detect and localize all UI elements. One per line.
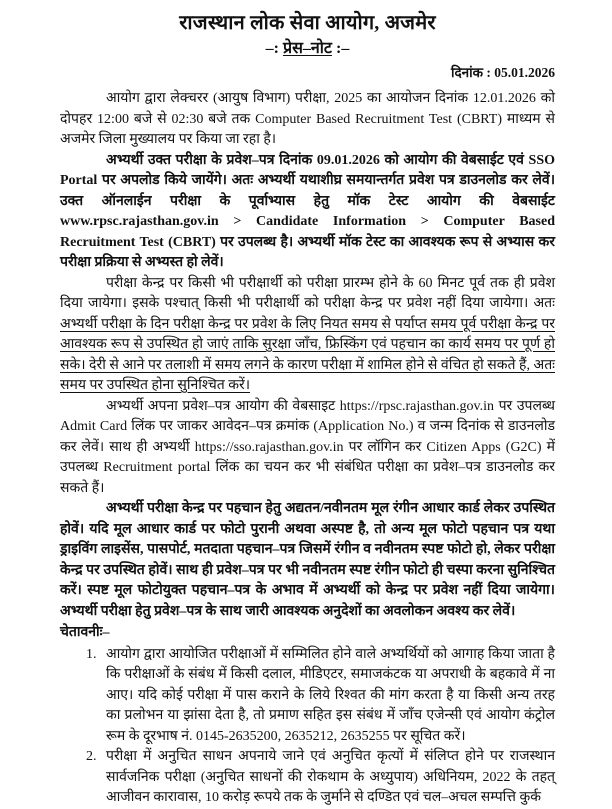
paragraph-admit-card-download: अभ्यर्थी अपना प्रवेश–पत्र आयोग की वेबसाइट https://rpsc.rajasthan.gov.in पर उपलब्ध Admit Card लिंक पर जाकर आवेदन–पत्र क्रमांक (Application No.) व जन्म दिनांक से डाउनलोड कर लेवें। साथ ही अभ्यर्थी https://sso.rajasthan.gov.in पर लॉगिन कर Citizen Apps (G2C) में उपलब्ध Recruitment portal लिंक का चयन कर भी संबंधित परीक्षा का प्रवेश–पत्र डाउनलोड कर सकते हैं। <box>60 398 555 496</box>
press-note-title: प्रेस–नोट <box>282 40 332 57</box>
org-title: राजस्थान लोक सेवा आयोग, अजमेर <box>179 12 436 34</box>
warning-item-2 <box>60 747 555 809</box>
date-line: दिनांक : 05.01.2026 <box>450 65 555 80</box>
paragraph-admit-card-upload: अभ्यर्थी उक्त परीक्षा के प्रवेश–पत्र दिनांक 09.01.2026 को आयोग की वेबसाईट एवं SSO Portal पर अपलोड किये जायेंगे। अतः अभ्यर्थी यथाशीघ्र समयान्तर्गत प्रवेश पत्र डाउनलोड कर लेवें। उक्त ऑनलाईन परीक्षा के पूर्वाभ्यास हेतु मॉक टेस्ट आयोग की वेबसाईट www.rpsc.rajasthan.gov.in > Candidate Information > Computer Based Recruitment Test (CBRT) पर उपलब्ध है। अभ्यर्थी मॉक टेस्ट का आवश्यक रूप से अभ्यास कर परीक्षा प्रक्रिया से अभ्यस्त हो लेवें। <box>60 152 555 270</box>
entry-time-underlined-text: अभ्यर्थी परीक्षा के दिन परीक्षा केन्द्र पर प्रवेश के लिए नियत समय से पर्याप्त समय पूर्व परीक्षा केन्द्र पर आवश्यक रूप से उपस्थित हो जाएं ताकि सुरक्षा जाँच, फ्रिस्किंग एवं पहचान का कार्य समय पर पूर्ण हो सके। देरी से आने पर तलाशी में समय लगने के कारण परीक्षा में शामिल होने से वंचित हो सकते हैं, अतः समय पर उपस्थित होना सुनिश्चित करें। <box>60 316 555 393</box>
warning-item-text: परीक्षा में अनुचित साधन अपनाये जाने एवं अनुचित कृत्यों में संलिप्त होने पर राजस्थान सार्वजनिक परीक्षा (अनुचित साधनों की रोकथाम के अध्युपाय) अधिनियम, 2022 के तहत् आजीवन कारावास, 10 करोड़ रूपये तक के जुर्माने से दण्डित एवं चल–अचल सम्पत्ति कुर्क <box>106 749 555 805</box>
warning-item-number: 1. <box>86 646 97 662</box>
warning-item-text: आयोग द्वारा आयोजित परीक्षाओं में सम्मिलित होने वाले अभ्यर्थियों को आगाह किया जाता है कि परीक्षाओं के संबंध में किसी दलाल, मीडिएटर, समाजकंटक या अपराधी के बहकावे में ना आए। यदि कोई परीक्षा में पास कराने के लिये रिश्वत की मांग करता है या किसी अन्य तरह का प्रलोभन या झांसा देता है, तो प्रमाण सहित इस संबंध में जाँच एजेन्सी एवं आयोग कंट्रोल रूम के दूरभाष नं. 0145-2635200, 2635212, 2635255 पर सूचित करें। <box>106 646 555 744</box>
warning-list <box>60 645 555 809</box>
warning-heading: चेतावनीः– <box>60 625 110 640</box>
paragraph-id-proof: अभ्यर्थी परीक्षा केन्द्र पर पहचान हेतु अद्यतन/नवीनतम मूल रंगीन आधार कार्ड लेकर उपस्थित होवें। यदि मूल आधार कार्ड पर फोटो पुरानी अथवा अस्पष्ट है, तो अन्य मूल फोटो पहचान पत्र यथा ड्राइविंग लाइसेंस, पासपोर्ट, मतदाता पहचान–पत्र जिसमें रंगीन व नवीनतम स्पष्ट फोटो हो, लेकर परीक्षा केन्द्र पर उपस्थित होवें। साथ ही प्रवेश–पत्र पर भी नवीनतम स्पष्ट रंगीन फोटो ही चस्पा करना सुनिश्चित करें। स्पष्ट मूल फोटोयुक्त पहचान–पत्र के अभाव में अभ्यर्थी को केन्द्र पर प्रवेश नहीं दिया जायेगा। अभ्यर्थी परीक्षा हेतु प्रवेश–पत्र के साथ जारी आवश्यक अनुदेशों का अवलोकन अवश्य कर लेवें। <box>60 501 555 619</box>
press-note-prefix: –: <box>265 40 283 57</box>
press-note-suffix: :– <box>332 40 350 57</box>
warning-item-number: 2. <box>86 749 97 764</box>
press-note-heading <box>60 37 555 60</box>
paragraph-entry-time <box>60 274 555 397</box>
entry-time-normal-text: परीक्षा केन्द्र पर किसी भी परीक्षार्थी को परीक्षा प्रारम्भ होने के 60 मिनट पूर्व तक ही प्रवेश दिया जायेगा। इसके पश्चात् किसी भी परीक्षार्थी को परीक्षा केन्द्र पर प्रवेश नहीं दिया जायेगा। अतः <box>60 275 555 311</box>
paragraph-exam-schedule: आयोग द्वारा लेक्चरर (आयुष विभाग) परीक्षा, 2025 का आयोजन दिनांक 12.01.2026 को दोपहर 12:00 बजे से 02:30 बजे तक Computer Based Recruitment Test (CBRT) माध्यम से अजमेर जिला मुख्यालय पर किया जा रहा है। <box>60 91 555 147</box>
warning-item-1 <box>60 645 555 748</box>
